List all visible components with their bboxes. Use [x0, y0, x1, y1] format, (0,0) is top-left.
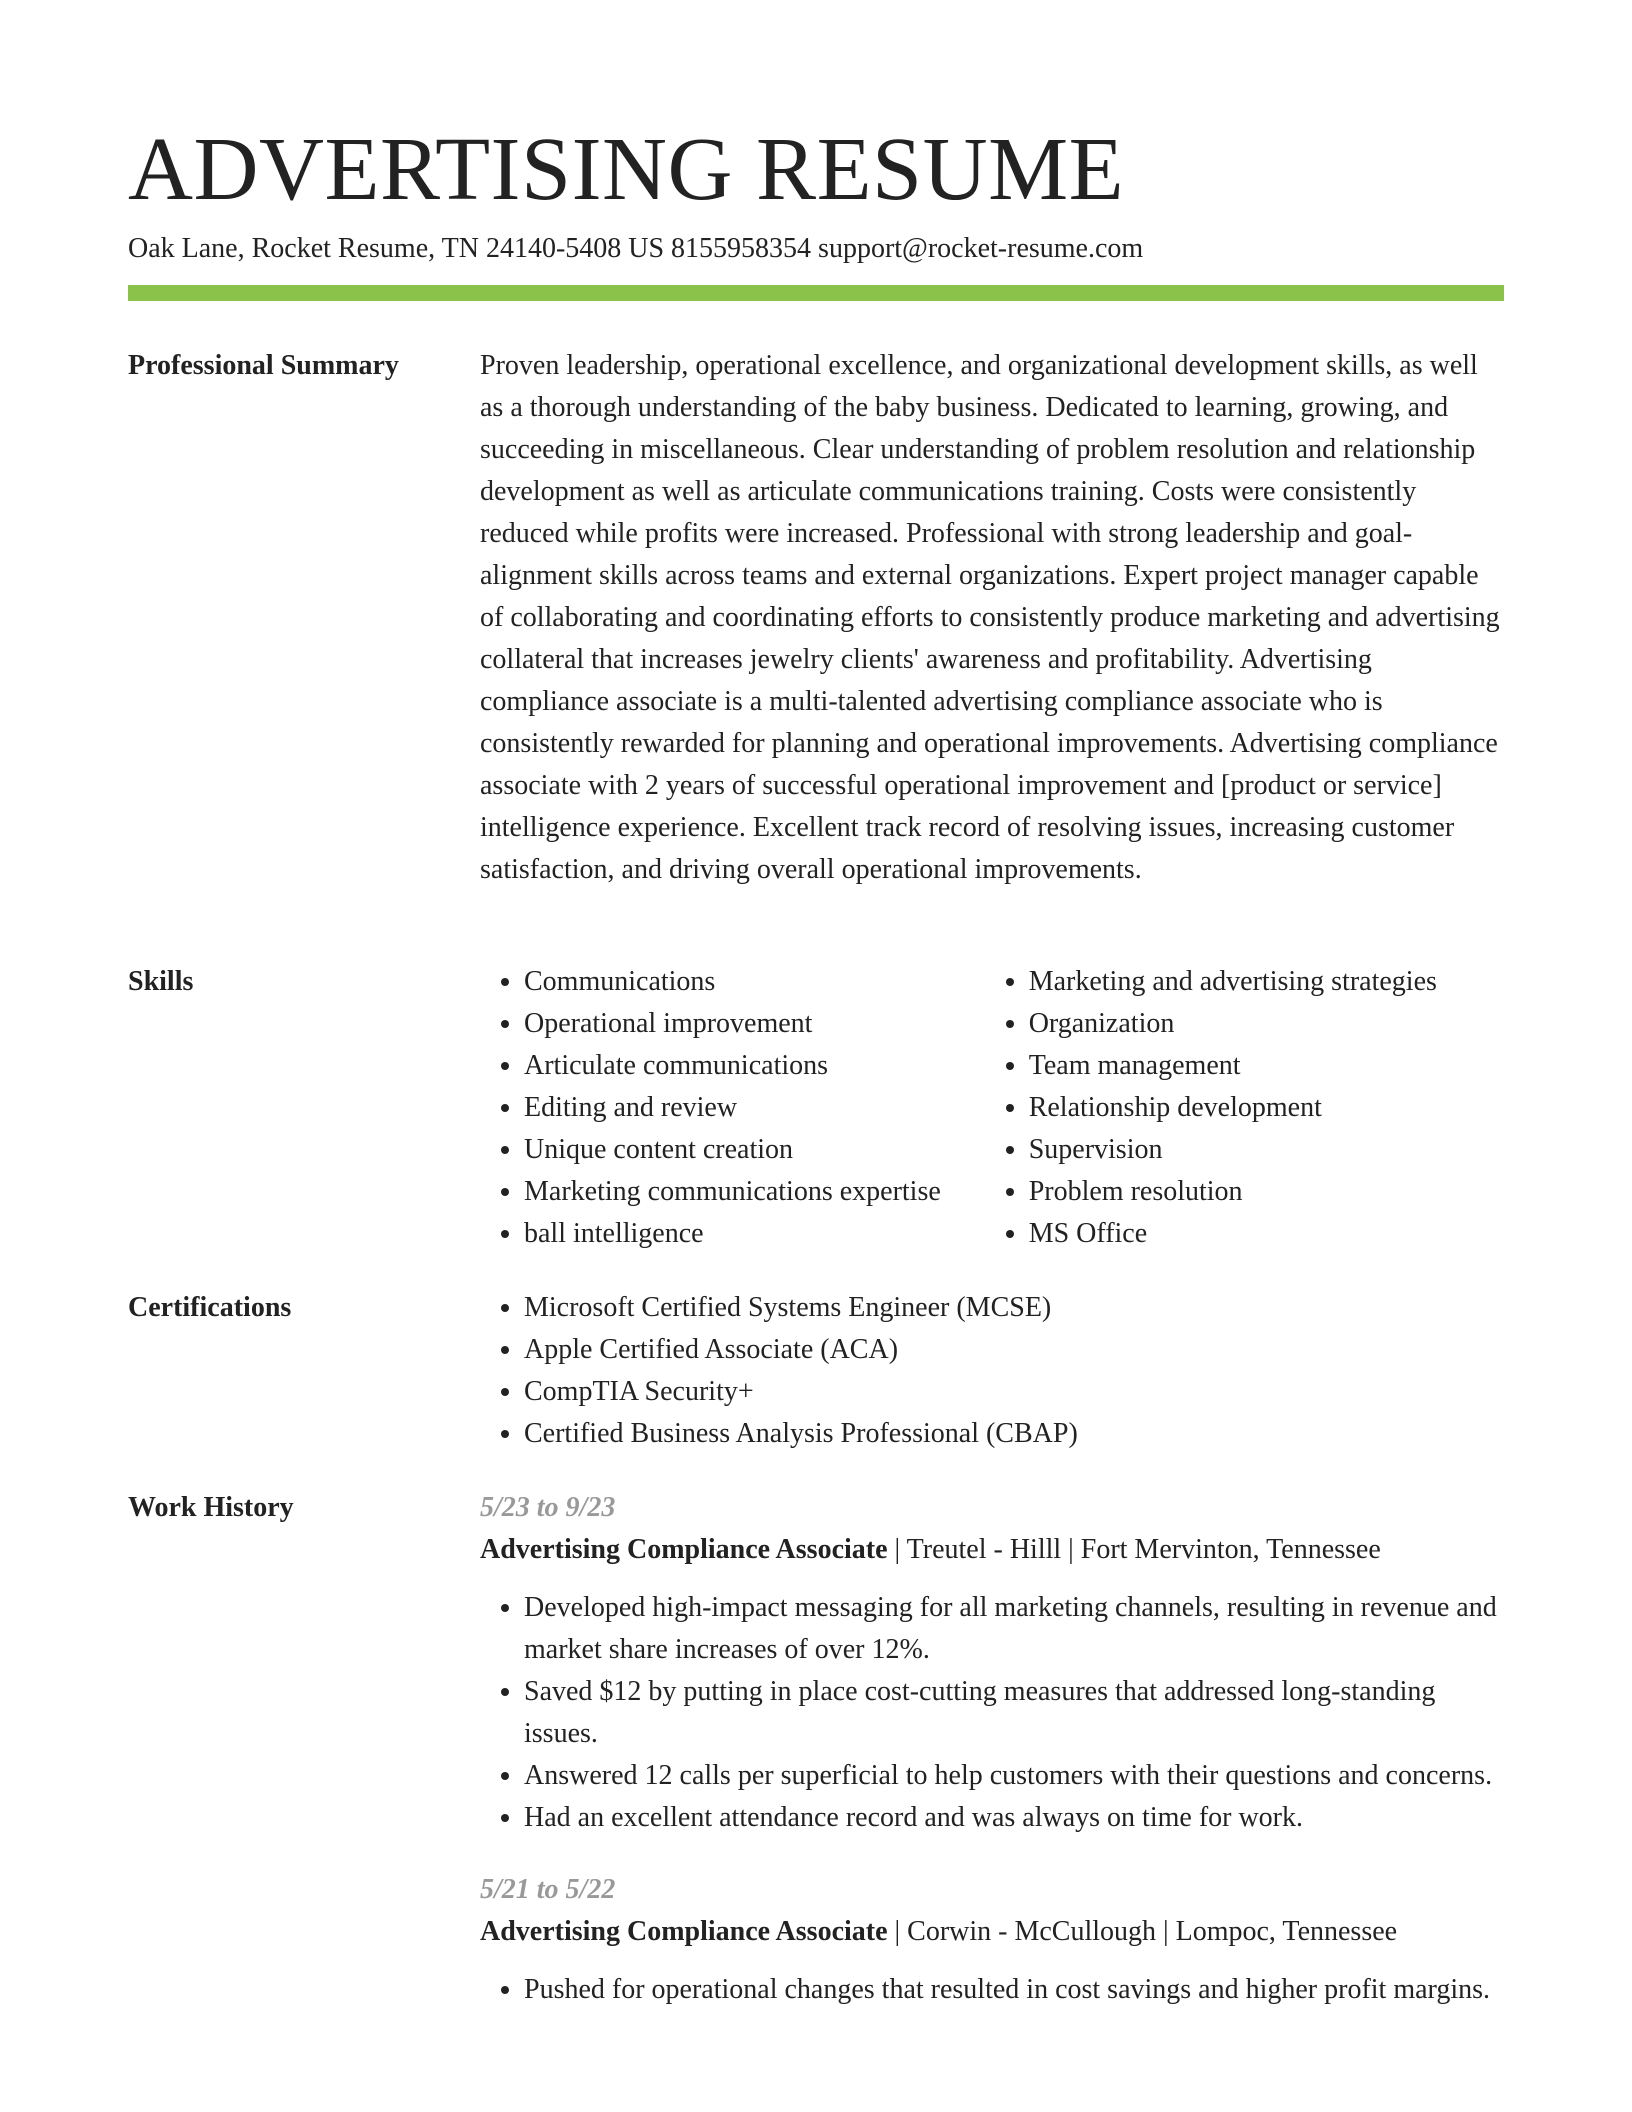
job-heading: [480, 1911, 1504, 1953]
work-history-content: [480, 1487, 1504, 2041]
skill-item: • Relationship development: [1029, 1087, 1504, 1129]
skills-content: [480, 961, 1504, 1255]
summary-text: Proven leadership, operational excellence, and organizational development skills, as well as a thorough understanding of the baby business. Dedicated to learning, growing, and succeeding in miscellaneous. Clear understanding of problem resolution and relationship development as well as articulate communications training. Costs were consistently reduced while profits were increased. Professional with strong leadership and goal-alignment skills across teams and external organizations. Expert project manager capable of collaborating and coordinating efforts to consistently produce marketing and advertising collateral that increases jewelry clients' awareness and profitability. Advertising compliance associate is a multi-talented advertising compliance associate who is consistently rewarded for planning and operational improvements. Advertising compliance associate with 2 years of successful operational improvement and [product or service] intelligence experience. Excellent track record of resolving issues, increasing customer satisfaction, and driving overall operational improvements.: [480, 350, 1500, 885]
certifications-heading: Certifications: [128, 1292, 292, 1323]
skill-item: • Unique content creation: [524, 1129, 985, 1171]
certification-item: • Certified Business Analysis Professional (CBAP): [524, 1413, 1504, 1455]
certifications-list: [480, 1287, 1504, 1455]
job-title: Advertising Compliance Associate: [480, 1534, 888, 1565]
job-details: | Treutel - Hilll | Fort Mervinton, Tennessee: [887, 1534, 1381, 1565]
skill-item: • Marketing communications expertise: [524, 1171, 985, 1213]
certification-item: • CompTIA Security+: [524, 1371, 1504, 1413]
skill-item: • Team management: [1029, 1045, 1504, 1087]
skills-list-left: [480, 961, 985, 1255]
summary-heading: Professional Summary: [128, 350, 399, 381]
job-bullet: • Had an excellent attendance record and was always on time for work.: [524, 1797, 1504, 1839]
job-bullet: • Pushed for operational changes that resulted in cost savings and higher profit margins.: [524, 1969, 1504, 2011]
job-dates: 5/23 to 9/23: [480, 1492, 616, 1523]
skill-item: • ball intelligence: [524, 1213, 985, 1255]
skill-item: • MS Office: [1029, 1213, 1504, 1255]
job-details: | Corwin - McCullough | Lompoc, Tennessee: [887, 1916, 1398, 1947]
skill-item: • Operational improvement: [524, 1003, 985, 1045]
skill-item: • Articulate communications: [524, 1045, 985, 1087]
job-bullet: • Answered 12 calls per superficial to help customers with their questions and concerns.: [524, 1755, 1504, 1797]
skill-item: • Marketing and advertising strategies: [1029, 961, 1504, 1003]
job-entry: [480, 1487, 1504, 1839]
job-bullets: [480, 1969, 1504, 2011]
job-entry: [480, 1869, 1504, 2011]
certification-item: • Microsoft Certified Systems Engineer (MCSE): [524, 1287, 1504, 1329]
skills-list-right: [985, 961, 1504, 1255]
skill-item: • Organization: [1029, 1003, 1504, 1045]
accent-divider: [128, 285, 1504, 301]
resume-title: ADVERTISING RESUME: [128, 120, 1125, 219]
job-bullet: • Developed high-impact messaging for all marketing channels, resulting in revenue and market share increases of over 12%.: [524, 1587, 1504, 1671]
skill-item: • Supervision: [1029, 1129, 1504, 1171]
job-dates: 5/21 to 5/22: [480, 1874, 616, 1905]
summary-content: [480, 345, 1504, 891]
work-history-heading: Work History: [128, 1492, 294, 1523]
contact-info: Oak Lane, Rocket Resume, TN 24140-5408 US 8155958354 support@rocket-resume.com: [128, 233, 1144, 264]
job-heading: [480, 1529, 1504, 1571]
certifications-content: [480, 1287, 1504, 1455]
skill-item: • Problem resolution: [1029, 1171, 1504, 1213]
certification-item: • Apple Certified Associate (ACA): [524, 1329, 1504, 1371]
skills-heading: Skills: [128, 966, 194, 997]
job-bullets: [480, 1587, 1504, 1839]
skill-item: • Editing and review: [524, 1087, 985, 1129]
job-title: Advertising Compliance Associate: [480, 1916, 888, 1947]
job-bullet: • Saved $12 by putting in place cost-cutting measures that addressed long-standing issues.: [524, 1671, 1504, 1755]
skill-item: • Communications: [524, 961, 985, 1003]
